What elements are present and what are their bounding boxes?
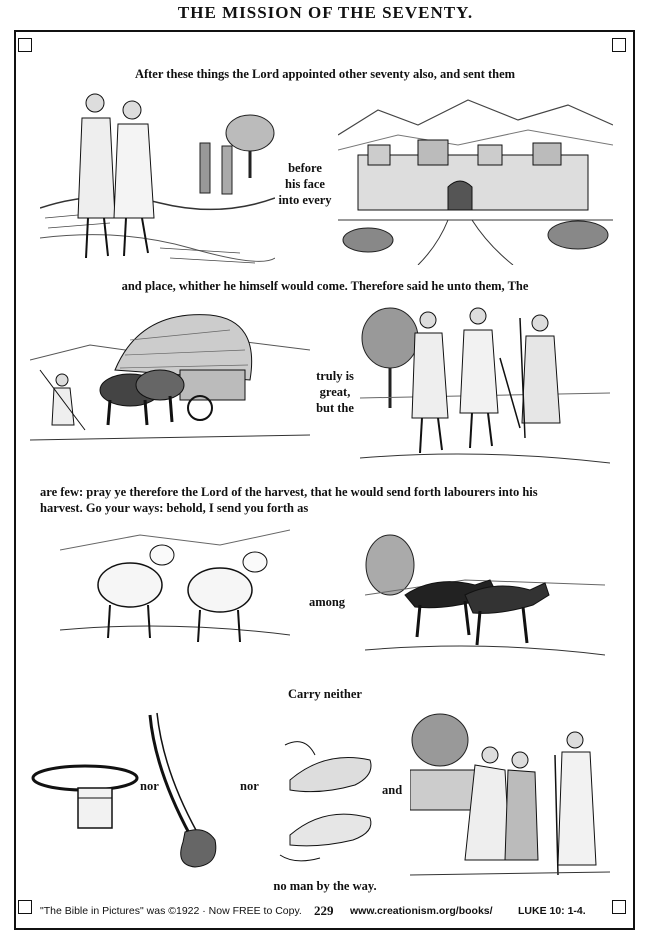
verse-line-4a: truly is [316,369,354,383]
nor-1: nor [140,779,159,793]
illustration-lambs [60,520,290,660]
illustration-greeting [410,710,610,880]
footer-credit: "The Bible in Pictures" was ©1922 · Now FREE to Copy. [40,905,302,917]
verse-line-5: are few: pray ye therefore the Lord of the harvest, that he would send forth labourers into his [40,485,538,499]
nor-2: nor [240,779,259,793]
page-title: THE MISSION OF THE SEVENTY. [177,3,474,22]
illustration-scrip [145,710,235,870]
verse-line-2b: his face [285,177,325,191]
illustration-harvest-wagon [30,300,310,460]
verse-line-8: Carry neither [288,687,362,701]
illustration-purse [30,760,142,835]
verse-line-6: harvest. Go your ways: behold, I send you forth as [40,501,309,515]
corner-ornament-br [612,900,626,914]
illustration-disciples [40,88,275,273]
illustration-labourers [360,298,610,473]
and-word: and [382,783,403,797]
footer-website-link[interactable]: www.creationism.org/books/ [350,905,493,917]
corner-ornament-tl [18,38,32,52]
footer-scripture-ref: LUKE 10: 1-4. [518,905,586,917]
verse-line-1: After these things the Lord appointed other seventy also, and sent them [134,67,516,81]
illustration-sandals [275,730,380,870]
verse-line-4b: great, [319,385,351,399]
footer-page-number: 229 [314,903,334,918]
verse-line-9: no man by the way. [273,879,377,893]
verse-line-2c: into every [278,193,332,207]
corner-ornament-tr [612,38,626,52]
verse-line-3: and place, whither he himself would come. Therefore said he unto them, The [121,279,529,293]
verse-line-2a: before [288,161,322,175]
verse-line-7: among [308,595,346,609]
corner-ornament-bl [18,900,32,914]
verse-line-4c: but the [316,401,354,415]
illustration-wolves [365,525,605,680]
illustration-city [338,95,613,265]
